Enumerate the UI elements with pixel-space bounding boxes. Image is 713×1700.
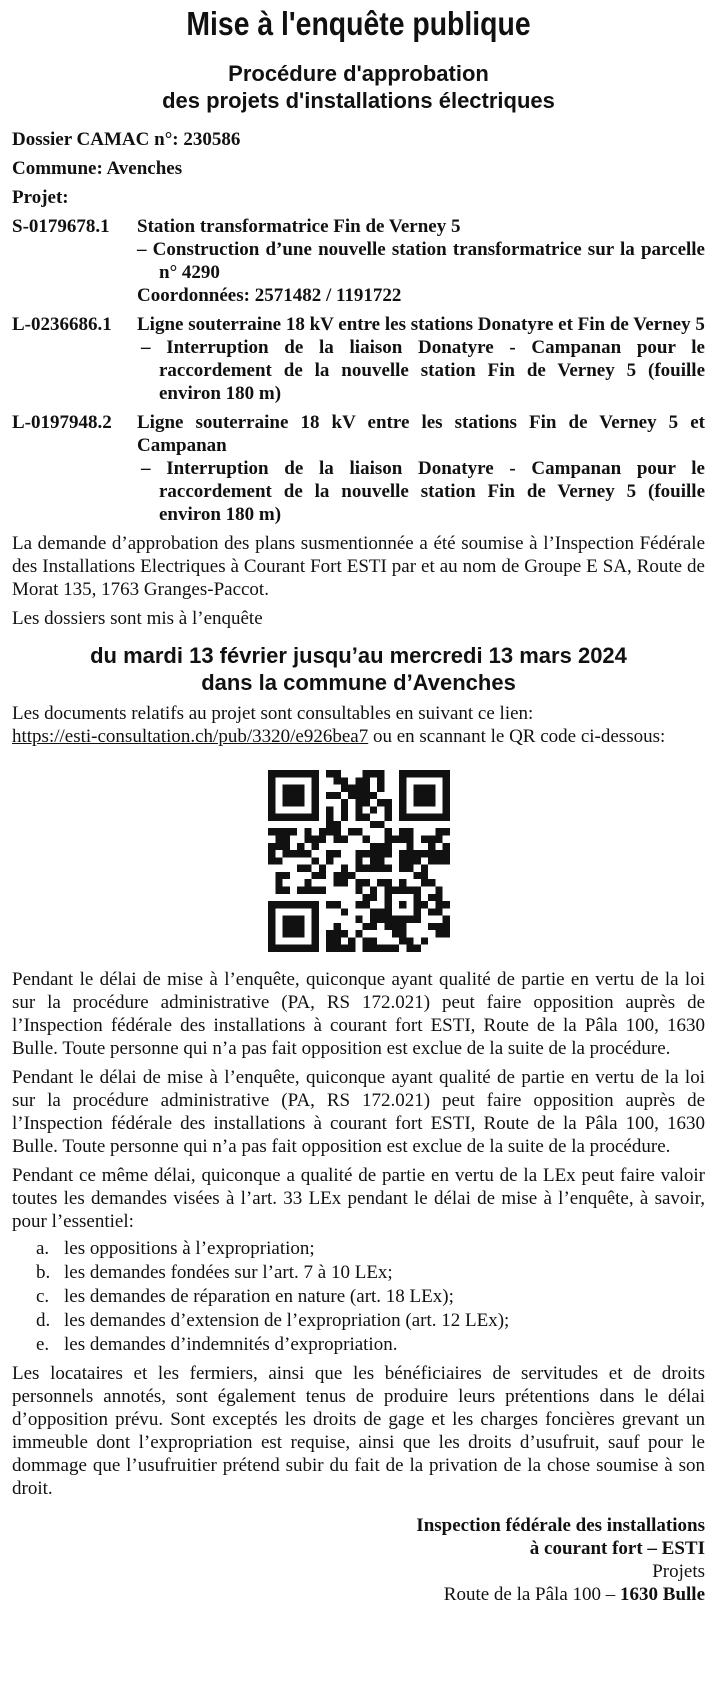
list-item-letter: b. bbox=[36, 1262, 51, 1283]
dossiers-mis-paragraph: Les dossiers sont mis à l’enquête bbox=[12, 608, 263, 629]
project-code: S-0179678.1 bbox=[12, 216, 110, 237]
list-item-letter: c. bbox=[36, 1286, 50, 1307]
project-title: Station transformatrice Fin de Verney 5 bbox=[137, 216, 461, 237]
signature-block bbox=[12, 1514, 705, 1606]
list-item bbox=[36, 1309, 705, 1332]
locataires-paragraph: Les locataires et les fermiers, ainsi que les bénéficiaires de servitudes et de droits personnels annotés, sont également tenus de produire leurs prétentions dans le délai d’opposition prévu. Sont exceptés les droits de gage et les charges foncières grevant un immeuble dont l’expropriation est requise, ainsi que les droits d’usufruit, sauf pour le dommage que l’usufruitier prétend subir du fait de la privation de la chose soumise à son droit. bbox=[12, 1363, 705, 1499]
opposition-paragraph-2: Pendant le délai de mise à l’enquête, quiconque ayant qualité de partie en vertu de la loi sur la procédure administrative (PA, RS 172.021) peut faire opposition auprès de l’Inspection fédérale des installations à courant fort ESTI, Route de la Pâla 100, 1630 Bulle. Toute personne qui n’a pas fait opposition est exclue de la suite de la procédure. bbox=[12, 1067, 705, 1157]
list-item-text: les demandes fondées sur l’art. 7 à 10 LEx; bbox=[64, 1262, 393, 1283]
demande-paragraph: La demande d’approbation des plans susmentionnée a été soumise à l’Inspection Fédérale des Installations Electriques à Courant Fort ESTI par et au nom de Groupe E SA, Route de Morat 135, 1763 Granges-Paccot. bbox=[12, 533, 705, 600]
qr-code-container bbox=[12, 770, 705, 952]
signature-city: 1630 Bulle bbox=[620, 1584, 705, 1605]
qr-code-icon[interactable] bbox=[268, 770, 450, 952]
notice-page bbox=[0, 4, 713, 1700]
projet-label: Projet: bbox=[12, 187, 69, 208]
documents-intro: Les documents relatifs au projet sont consultables en suivant ce lien: bbox=[12, 703, 534, 724]
list-item-letter: a. bbox=[36, 1238, 50, 1259]
lex-intro-paragraph: Pendant ce même délai, quiconque a qualité de partie en vertu de la LEx peut faire valoir toutes les demandes visées à l’art. 33 LEx pendant le délai de mise à l’enquête, à savoir, pour l’essentiel: bbox=[12, 1165, 705, 1232]
list-item bbox=[36, 1237, 705, 1260]
period-commune: dans la commune d’Avenches bbox=[201, 670, 516, 695]
project-entry bbox=[12, 411, 705, 526]
documents-paragraph bbox=[12, 702, 705, 748]
list-item-text: les oppositions à l’expropriation; bbox=[64, 1238, 315, 1259]
list-item-letter: d. bbox=[36, 1310, 51, 1331]
lex-demands-list bbox=[12, 1237, 705, 1356]
list-item bbox=[36, 1333, 705, 1356]
period-dates: du mardi 13 février jusqu’au mercredi 13 mars 2024 bbox=[90, 643, 627, 668]
project-coordinates: Coordonnées: 2571482 / 1191722 bbox=[137, 285, 402, 306]
signature-line-4 bbox=[12, 1583, 705, 1606]
subtitle-line-1: Procédure d'approbation bbox=[228, 61, 489, 86]
dossier-meta bbox=[12, 128, 705, 209]
list-item-letter: e. bbox=[36, 1334, 50, 1355]
project-detail: – Interruption de la liaison Donatyre - Campanan pour le raccordement de la nouvelle station Fin de Verney 5 (fouille environ 180 m) bbox=[141, 337, 705, 404]
project-title: Ligne souterraine 18 kV entre les stations Fin de Verney 5 et Campanan bbox=[137, 412, 705, 456]
list-item bbox=[36, 1285, 705, 1308]
project-body bbox=[137, 215, 705, 307]
page-subtitle bbox=[12, 60, 705, 114]
opposition-paragraph-1: Pendant le délai de mise à l’enquête, quiconque ayant qualité de partie en vertu de la loi sur la procédure administrative (PA, RS 172.021) peut faire opposition auprès de l’Inspection fédérale des installations à courant fort ESTI, Route de la Pâla 100, 1630 Bulle. Toute personne qui n’a pas fait opposition est exclue de la suite de la procédure. bbox=[12, 969, 705, 1059]
dossier-number: Dossier CAMAC n°: 230586 bbox=[12, 129, 241, 150]
project-detail: – Construction d’une nouvelle station transformatrice sur la parcelle n° 4290 bbox=[137, 239, 705, 283]
signature-address: Route de la Pâla 100 – bbox=[443, 1584, 621, 1605]
signature-line-3: Projets bbox=[652, 1561, 705, 1582]
project-body bbox=[137, 313, 705, 405]
documents-outro: ou en scannant le QR code ci-dessous: bbox=[368, 726, 666, 747]
signature-line-2: à courant fort – ESTI bbox=[529, 1538, 705, 1559]
project-code: L-0197948.2 bbox=[12, 412, 112, 433]
project-body bbox=[137, 411, 705, 526]
page-title: Mise à l'enquête publique bbox=[186, 5, 531, 42]
list-item-text: les demandes d’extension de l’expropriation (art. 12 LEx); bbox=[64, 1310, 510, 1331]
list-item bbox=[36, 1261, 705, 1284]
list-item-text: les demandes de réparation en nature (art. 18 LEx); bbox=[64, 1286, 454, 1307]
project-entry bbox=[12, 313, 705, 405]
project-code: L-0236686.1 bbox=[12, 314, 112, 335]
project-title: Ligne souterraine 18 kV entre les stations Donatyre et Fin de Verney 5 bbox=[137, 314, 705, 335]
consultation-link[interactable]: https://esti-consultation.ch/pub/3320/e926bea7 bbox=[12, 726, 369, 747]
project-entry bbox=[12, 215, 705, 307]
subtitle-line-2: des projets d'installations électriques bbox=[162, 88, 555, 113]
enquete-period bbox=[12, 642, 705, 696]
commune: Commune: Avenches bbox=[12, 158, 183, 179]
signature-line-1: Inspection fédérale des installations bbox=[416, 1515, 705, 1536]
list-item-text: les demandes d’indemnités d’expropriation. bbox=[64, 1334, 398, 1355]
project-detail: – Interruption de la liaison Donatyre - Campanan pour le raccordement de la nouvelle station Fin de Verney 5 (fouille environ 180 m) bbox=[141, 458, 705, 525]
